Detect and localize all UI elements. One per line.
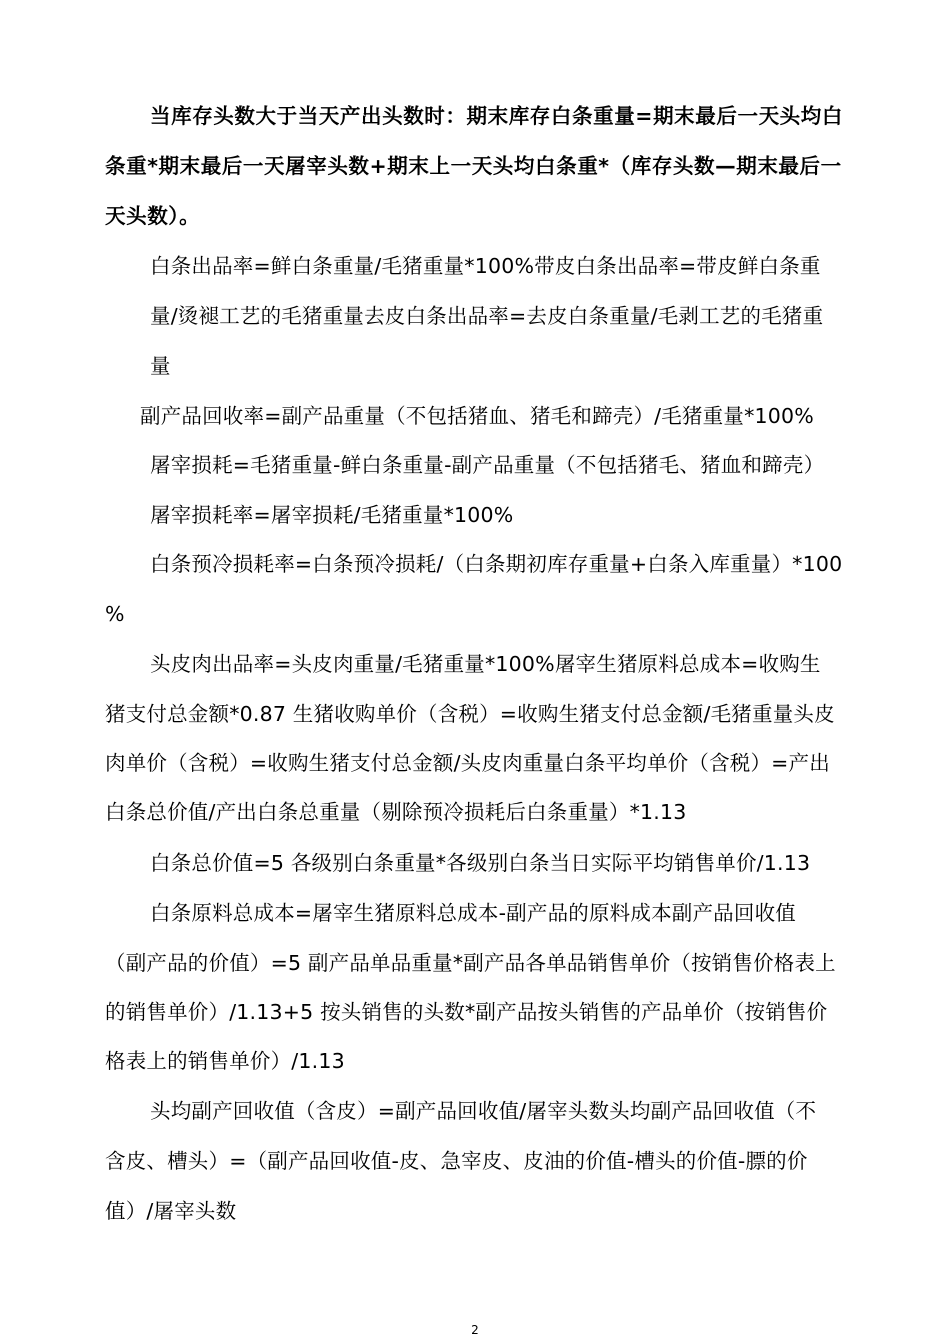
paragraph-7-line-3: 肉单价（含税）=收购生猪支付总金额/头皮肉重量白条平均单价（含税）=产出 (105, 751, 830, 775)
paragraph-10-line-1: 头均副产回收值（含皮）=副产品回收值/屠宰头数头均副产品回收值（不 (150, 1099, 817, 1123)
paragraph-1-line-1: 当库存头数大于当天产出头数时：期末库存白条重量=期末最后一天头均白 (150, 104, 843, 128)
paragraph-6-line-1: 白条预冷损耗率=白条预冷损耗/（白条期初库存重量+白条入库重量）*100 (150, 552, 843, 576)
paragraph-5-line-1: 屠宰损耗率=屠宰损耗/毛猪重量*100% (150, 503, 514, 527)
paragraph-9-line-4: 格表上的销售单价）/1.13 (105, 1049, 345, 1073)
paragraph-9-line-2: （副产品的价值）=5 副产品单品重量*副产品各单品销售单价（按销售价格表上 (105, 951, 836, 975)
paragraph-6-line-2: % (105, 602, 125, 626)
paragraph-10-line-2: 含皮、槽头）=（副产品回收值-皮、急宰皮、皮油的价值-槽头的价值-膘的价 (105, 1149, 808, 1173)
paragraph-9-line-3: 的销售单价）/1.13+5 按头销售的头数*副产品按头销售的产品单价（按销售价 (105, 1000, 828, 1024)
paragraph-3-line-1: 副产品回收率=副产品重量（不包括猪血、猪毛和蹄壳）/毛猪重量*100% (140, 404, 814, 428)
paragraph-2-line-1: 白条出品率=鲜白条重量/毛猪重量*100%带皮白条出品率=带皮鲜白条重 (150, 254, 821, 278)
paragraph-8-line-1: 白条总价值=5 各级别白条重量*各级别白条当日实际平均销售单价/1.13 (150, 851, 811, 875)
page-number: 2 (471, 1323, 479, 1337)
paragraph-7-line-4: 白条总价值/产出白条总重量（剔除预冷损耗后白条重量）*1.13 (105, 800, 687, 824)
paragraph-9-line-1: 白条原料总成本=屠宰生猪原料总成本-副产品的原料成本副产品回收值 (150, 901, 796, 925)
paragraph-2-line-3: 量 (150, 354, 171, 378)
paragraph-7-line-1: 头皮肉出品率=头皮肉重量/毛猪重量*100%屠宰生猪原料总成本=收购生 (150, 652, 821, 676)
paragraph-4-line-1: 屠宰损耗=毛猪重量-鲜白条重量-副产品重量（不包括猪毛、猪血和蹄壳） (150, 453, 825, 477)
paragraph-1-line-2: 条重*期末最后一天屠宰头数+期末上一天头均白条重*（库存头数—期末最后一 (105, 154, 842, 178)
paragraph-10-line-3: 值）/屠宰头数 (105, 1199, 237, 1223)
paragraph-2-line-2: 量/烫褪工艺的毛猪重量去皮白条出品率=去皮白条重量/毛剥工艺的毛猪重 (150, 304, 824, 328)
paragraph-7-line-2: 猪支付总金额*0.87 生猪收购单价（含税）=收购生猪支付总金额/毛猪重量头皮 (105, 702, 835, 726)
paragraph-1-line-3: 天头数）。 (105, 204, 201, 228)
